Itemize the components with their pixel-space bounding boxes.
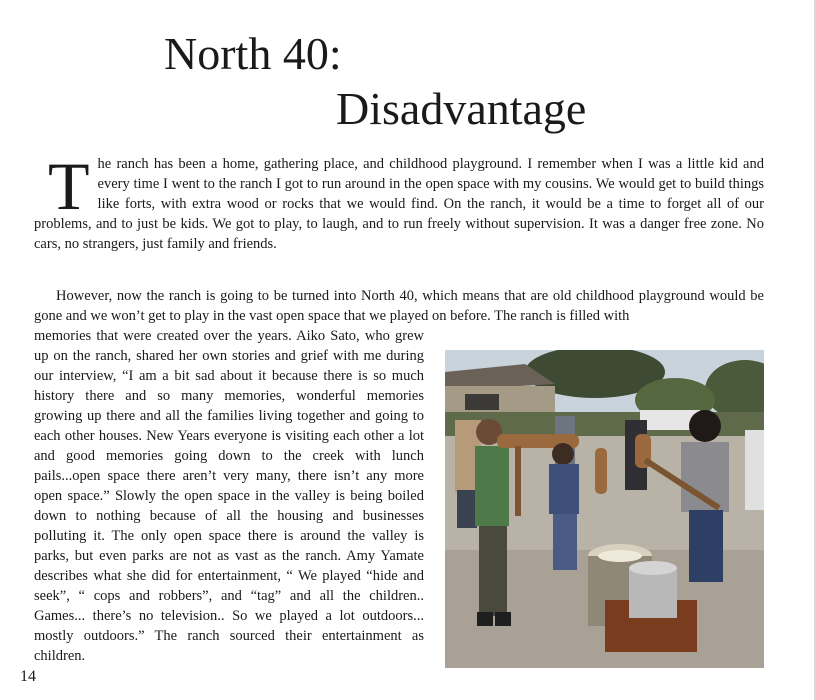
mochi-pounding-photo: [445, 350, 764, 668]
page-number: 14: [20, 668, 36, 685]
page-title-line-1: North 40:: [164, 28, 342, 79]
drop-cap: T: [48, 148, 90, 224]
intro-paragraph: [34, 148, 764, 254]
interview-paragraph: memories that were created over the years. Aiko Sato, who grew up on the ranch, shared her own stories and grief with me during our interview, “I am a bit sad about it because there is so much history there and so many memories, wonderful memories growing up there and all the families living together and going to each other houses. New Years everyone is visiting each other a lot and good memories going down to the creek with lunch pails...open space there aren’t very many, there isn’t any more open space.” Slowly the open space in the valley is being boiled down to nothing because of all the housing and businesses polluting it. The only open space there is around the valley is parks, but even parks are not as vast as the ranch. Amy Yamate describes what she did for entertainment, “ We played “hide and seek”, “ cops and robbers”, and “tag” and all the children.. Games... there’s no television.. So we played a lot outdoors... mostly outdoors.” The ranch sourced their entertainment as children.: [34, 328, 424, 664]
north40-paragraph: However, now the ranch is going to be turned into North 40, which means that are old childhood playground would be gone and we won’t get to play in the vast open space that we played on before. The ranch is filled with: [34, 288, 764, 324]
page-title-line-2: Disadvantage: [336, 83, 587, 134]
intro-paragraph-text: he ranch has been a home, gathering place, and childhood playground. I remember when I was a little kid and every time I went to the ranch I got to run around in the open space with my cousins. We would get to build things like forts, with extra wood or rocks that we would find. On the ranch, it would be a time to forget all of our problems, and to just be kids. We got to play, to laugh, and to run freely without supervision. It was a danger free zone. No cars, no strangers, just family and friends.: [34, 156, 764, 252]
